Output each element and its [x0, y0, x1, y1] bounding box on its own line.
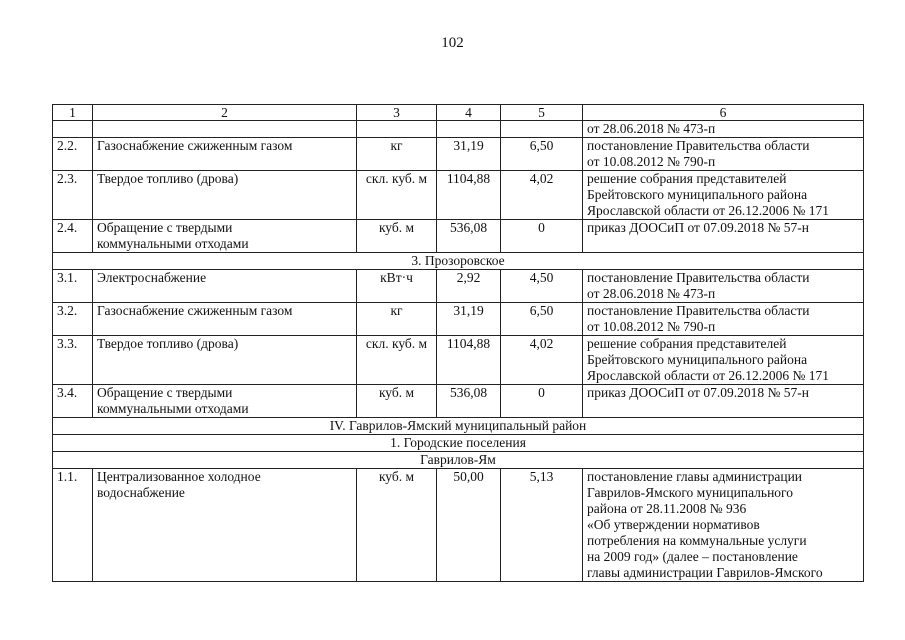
header-cell: 1 — [53, 105, 93, 121]
row-number: 3.1. — [53, 270, 93, 303]
legal-basis: постановление Правительства области от 10.08.2012 № 790-п — [583, 138, 864, 171]
legal-basis: решение собрания представителей Брейтовского муниципального района Ярославской области от 26.12.2006 № 171 — [583, 171, 864, 220]
header-cell: 6 — [583, 105, 864, 121]
service-name — [93, 121, 357, 138]
service-name: Обращение с твердыми коммунальными отходами — [93, 385, 357, 418]
row-number — [53, 121, 93, 138]
legal-basis: приказ ДООСиП от 07.09.2018 № 57-н — [583, 385, 864, 418]
tariff-value — [501, 121, 583, 138]
legal-basis: приказ ДООСиП от 07.09.2018 № 57-н — [583, 220, 864, 253]
row-number: 2.2. — [53, 138, 93, 171]
section-row — [53, 452, 864, 469]
service-name: Газоснабжение сжиженным газом — [93, 138, 357, 171]
row-number: 2.4. — [53, 220, 93, 253]
table-row — [53, 220, 864, 253]
norms-table — [52, 104, 864, 582]
tariff-value: 4,02 — [501, 171, 583, 220]
unit — [357, 121, 437, 138]
norm-value: 31,19 — [437, 138, 501, 171]
legal-basis: постановление Правительства области от 28.06.2018 № 473-п — [583, 270, 864, 303]
norm-value — [437, 121, 501, 138]
unit: кВт·ч — [357, 270, 437, 303]
row-number: 2.3. — [53, 171, 93, 220]
unit: кг — [357, 303, 437, 336]
table-row — [53, 171, 864, 220]
norm-value: 536,08 — [437, 385, 501, 418]
tariff-value: 4,02 — [501, 336, 583, 385]
service-name: Твердое топливо (дрова) — [93, 171, 357, 220]
unit: скл. куб. м — [357, 171, 437, 220]
service-name: Электроснабжение — [93, 270, 357, 303]
table-row — [53, 336, 864, 385]
legal-basis: постановление главы администрации Гаврилов-Ямского муниципального района от 28.11.2008 № 936 «Об утверждении нормативов потребления на коммунальные услуги на 2009 год» (далее – постановление главы администрации Гаврилов-Ямского — [583, 469, 864, 582]
tariff-value: 4,50 — [501, 270, 583, 303]
unit: куб. м — [357, 469, 437, 582]
service-name: Обращение с твердыми коммунальными отходами — [93, 220, 357, 253]
table-row — [53, 121, 864, 138]
row-number: 3.2. — [53, 303, 93, 336]
section-row — [53, 418, 864, 435]
table-row — [53, 270, 864, 303]
section-heading: Гаврилов-Ям — [53, 452, 864, 469]
legal-basis: постановление Правительства области от 10.08.2012 № 790-п — [583, 303, 864, 336]
tariff-value: 6,50 — [501, 138, 583, 171]
service-name: Централизованное холодное водоснабжение — [93, 469, 357, 582]
table-row — [53, 469, 864, 582]
row-number: 3.3. — [53, 336, 93, 385]
tariff-value: 0 — [501, 385, 583, 418]
section-heading: 3. Прозоровское — [53, 253, 864, 270]
norm-value: 536,08 — [437, 220, 501, 253]
norm-value: 31,19 — [437, 303, 501, 336]
service-name: Твердое топливо (дрова) — [93, 336, 357, 385]
unit: куб. м — [357, 385, 437, 418]
section-row — [53, 253, 864, 270]
header-cell: 2 — [93, 105, 357, 121]
service-name: Газоснабжение сжиженным газом — [93, 303, 357, 336]
table-row — [53, 303, 864, 336]
norm-value: 50,00 — [437, 469, 501, 582]
unit: куб. м — [357, 220, 437, 253]
table-header-row — [53, 105, 864, 121]
section-heading: IV. Гаврилов-Ямский муниципальный район — [53, 418, 864, 435]
row-number: 3.4. — [53, 385, 93, 418]
unit: кг — [357, 138, 437, 171]
tariff-value: 6,50 — [501, 303, 583, 336]
header-cell: 3 — [357, 105, 437, 121]
section-heading: 1. Городские поселения — [53, 435, 864, 452]
norm-value: 2,92 — [437, 270, 501, 303]
page-number: 102 — [441, 35, 464, 51]
section-row — [53, 435, 864, 452]
norm-value: 1104,88 — [437, 171, 501, 220]
norm-value: 1104,88 — [437, 336, 501, 385]
tariff-value: 5,13 — [501, 469, 583, 582]
legal-basis: от 28.06.2018 № 473-п — [583, 121, 864, 138]
table-row — [53, 138, 864, 171]
unit: скл. куб. м — [357, 336, 437, 385]
tariff-value: 0 — [501, 220, 583, 253]
legal-basis: решение собрания представителей Брейтовского муниципального района Ярославской области от 26.12.2006 № 171 — [583, 336, 864, 385]
header-cell: 4 — [437, 105, 501, 121]
row-number: 1.1. — [53, 469, 93, 582]
header-cell: 5 — [501, 105, 583, 121]
table-row — [53, 385, 864, 418]
